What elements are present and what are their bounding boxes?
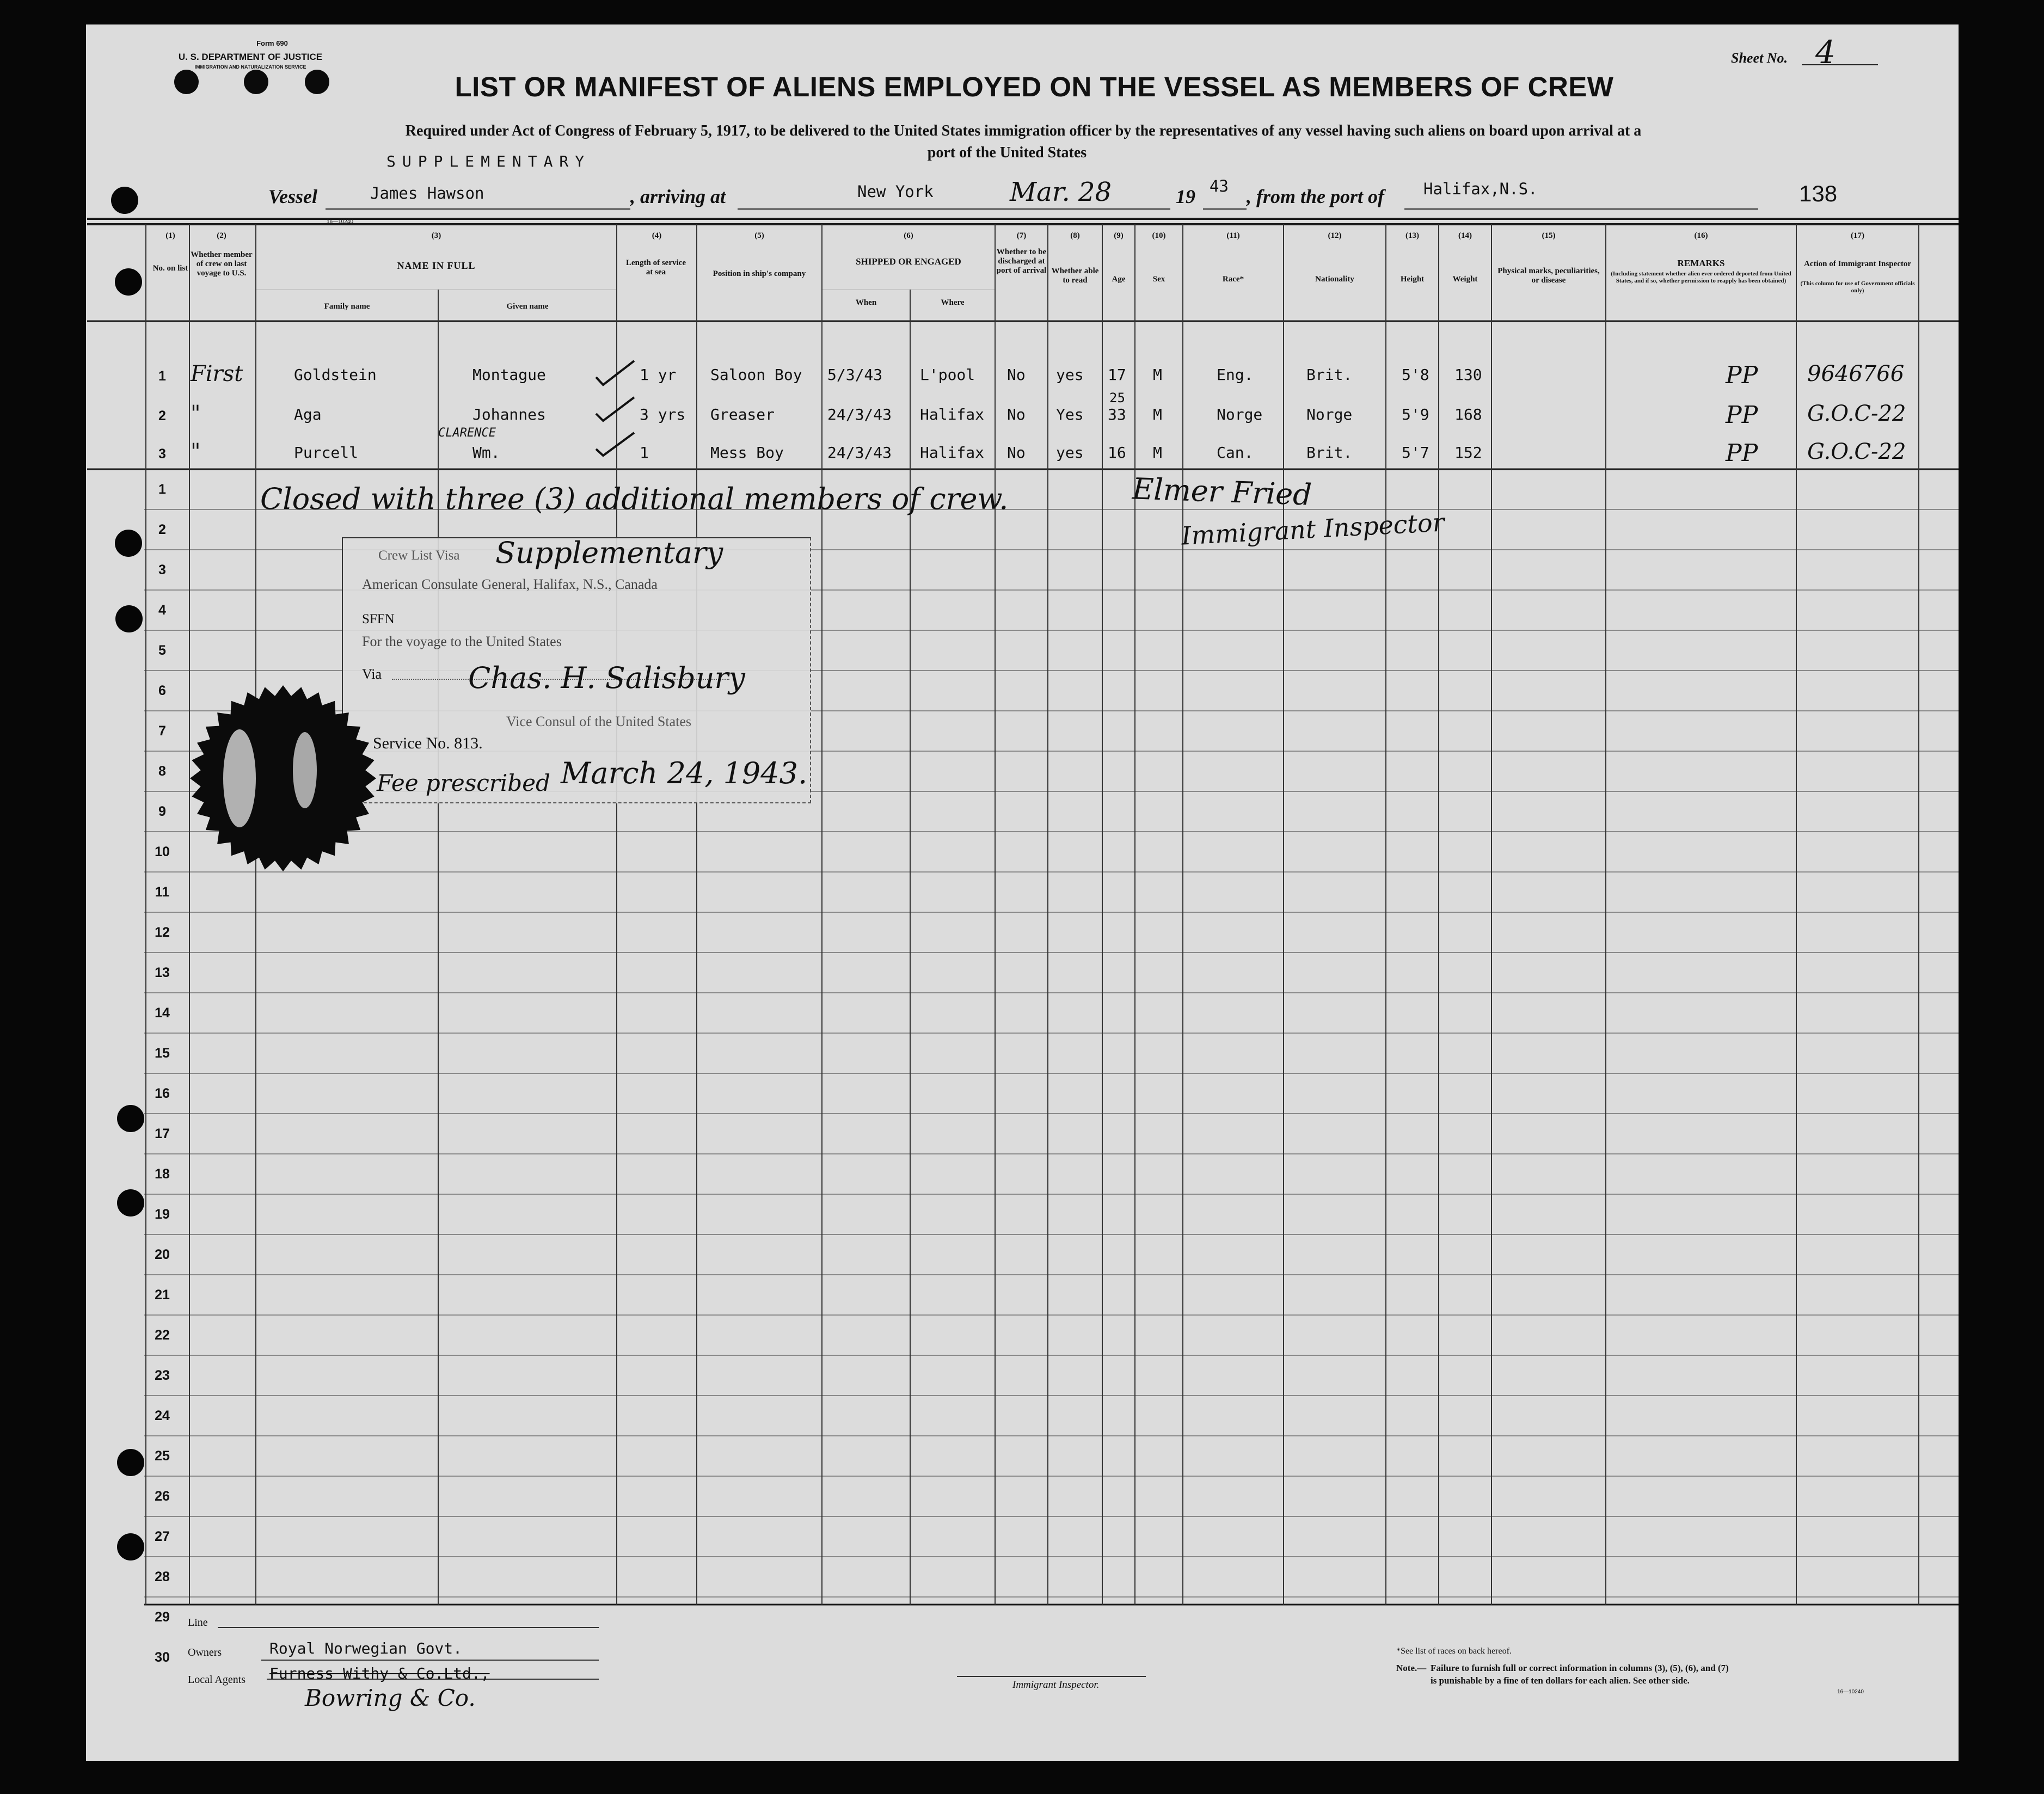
visa-fee: Fee prescribed [377, 770, 550, 796]
col-header-last-voyage: Whether member of crew on last voyage to U.S. [191, 250, 253, 278]
closed-note: Closed with three (3) additional members of crew. [260, 482, 1009, 516]
embossed-seal [177, 678, 389, 879]
col-header-no: No. on list [152, 264, 188, 273]
col-num-5: (5) [754, 231, 764, 240]
line-label: Line [188, 1617, 208, 1629]
supplementary-label: SUPPLEMENTARY [386, 152, 591, 170]
crew-row-number: 1 [158, 368, 166, 384]
visa-date: March 24, 1943. [561, 756, 808, 790]
cell-position: Mess Boy [710, 444, 784, 462]
cell-discharged: No [1007, 366, 1026, 384]
row-number: 21 [155, 1287, 170, 1303]
cell-when: 5/3/43 [827, 366, 883, 384]
agents-value: Furness Withy & Co.Ltd., [269, 1664, 490, 1682]
cell-remarks: PP [1726, 401, 1758, 429]
row-number: 16 [155, 1086, 170, 1101]
cell-race: Can. [1217, 444, 1254, 462]
row-number: 8 [158, 764, 166, 779]
cell-last-voyage: " [191, 439, 201, 464]
col-header-when: When [855, 298, 877, 307]
col-num-9: (9) [1114, 231, 1124, 240]
row-number: 14 [155, 1005, 170, 1021]
cell-height: 5'7 [1402, 444, 1429, 462]
col-num-3: (3) [431, 231, 441, 240]
cell-height: 5'8 [1402, 366, 1429, 384]
visa-service-no: Service No. 813. [373, 734, 483, 752]
row-number: 13 [155, 965, 170, 980]
row-number: 2 [158, 522, 166, 537]
col-num-8: (8) [1070, 231, 1080, 240]
cell-action: G.O.C-22 [1807, 401, 1906, 426]
col-num-10: (10) [1152, 231, 1166, 240]
row-number: 1 [158, 482, 166, 497]
col-num-1: (1) [165, 231, 175, 240]
cell-given: Wm. [472, 444, 500, 462]
cell-position: Saloon Boy [710, 366, 802, 384]
col-header-race: Race* [1222, 275, 1244, 284]
department-name: U. S. DEPARTMENT OF JUSTICE [178, 52, 323, 62]
vessel-label: Vessel [268, 186, 317, 207]
row-number: 18 [155, 1166, 170, 1182]
cell-remarks: PP [1726, 439, 1758, 467]
print-code-top: 16—10240 [327, 219, 353, 225]
arriving-port: New York [857, 182, 934, 201]
cell-weight: 152 [1454, 444, 1482, 462]
col-header-discharged: Whether to be discharged at port of arrival [996, 248, 1047, 275]
col-header-action-note: (This column for use of Government officials only) [1800, 280, 1915, 294]
cell-nationality: Brit. [1306, 366, 1353, 384]
from-port: Halifax,N.S. [1423, 180, 1538, 198]
inspector-title-handwritten: Immigrant Inspector [1180, 507, 1445, 551]
page-number: 138 [1799, 181, 1838, 206]
col-num-4: (4) [652, 231, 662, 240]
row-number: 7 [158, 723, 166, 739]
row-number: 25 [155, 1448, 170, 1464]
col-header-physical: Physical marks, peculiarities, or disease [1497, 267, 1600, 285]
visa-sffn: SFFN [362, 612, 395, 626]
col-num-7: (7) [1016, 231, 1027, 240]
col-header-action: Action of Immigrant Inspector [1803, 260, 1912, 268]
owners-label: Owners [188, 1646, 222, 1658]
visa-label: Crew List Visa [378, 548, 460, 563]
row-number: 24 [155, 1408, 170, 1423]
row-number: 6 [158, 683, 166, 698]
vessel-name: James Hawson [370, 184, 484, 202]
col-num-14: (14) [1458, 231, 1472, 240]
cell-read: Yes [1056, 406, 1084, 423]
visa-stamp [342, 537, 811, 803]
service-name: IMMIGRATION AND NATURALIZATION SERVICE [194, 64, 306, 70]
cell-nationality: Brit. [1306, 444, 1353, 462]
crew-row-number: 3 [158, 446, 166, 462]
cell-given: Johannes [472, 406, 546, 423]
col-header-position: Position in ship's company [713, 269, 806, 278]
cell-last-voyage: First [191, 361, 243, 386]
row-number: 4 [158, 603, 166, 618]
col-header-age: Age [1112, 275, 1126, 284]
col-header-name: NAME IN FULL [397, 260, 476, 271]
note-text-2: is punishable by a fine of ten dollars for each alien. See other side. [1431, 1675, 1690, 1686]
col-header-where: Where [941, 298, 965, 307]
row-number: 17 [155, 1126, 170, 1141]
col-header-height: Height [1400, 275, 1425, 284]
col-header-given: Given name [506, 302, 549, 311]
row-number: 27 [155, 1529, 170, 1544]
cell-race: Norge [1217, 406, 1263, 423]
sheet-label: Sheet No. [1731, 50, 1788, 66]
cell-service: 1 yr [640, 366, 677, 384]
cell-action: 9646766 [1807, 361, 1905, 386]
cell-discharged: No [1007, 406, 1026, 423]
cell-sex: M [1153, 406, 1162, 423]
page-title: LIST OR MANIFEST OF ALIENS EMPLOYED ON THE VESSEL AS MEMBERS OF CREW [455, 71, 1614, 102]
row-number: 26 [155, 1489, 170, 1504]
from-port-label: , from the port of [1247, 186, 1385, 207]
cell-when: 24/3/43 [827, 406, 892, 423]
subtitle-line-2: port of the United States [927, 144, 1087, 161]
cell-where: Halifax [920, 444, 985, 462]
agents-label: Local Agents [188, 1674, 246, 1686]
row-number: 5 [158, 643, 166, 658]
cell-where: Halifax [920, 406, 985, 423]
cell-age: 33 [1108, 406, 1126, 423]
col-header-remarks-note: (Including statement whether alien ever ordered deported from United States, and if so, whether permission to reapply has been obtained) [1611, 271, 1791, 284]
col-num-13: (13) [1405, 231, 1419, 240]
col-header-shipped: SHIPPED OR ENGAGED [856, 256, 961, 267]
col-num-16: (16) [1694, 231, 1708, 240]
cell-remarks: PP [1726, 361, 1758, 389]
col-header-weight: Weight [1452, 275, 1478, 284]
cell-weight: 168 [1454, 406, 1482, 423]
row-number: 29 [155, 1609, 170, 1625]
col-num-15: (15) [1542, 231, 1556, 240]
visa-consulate: American Consulate General, Halifax, N.S., Canada [362, 576, 658, 592]
cell-discharged: No [1007, 444, 1026, 462]
sheet-number: 4 [1815, 34, 1836, 71]
race-note: *See list of races on back hereof. [1396, 1646, 1512, 1656]
year-prefix: 19 [1176, 186, 1195, 207]
visa-via: Via [362, 666, 382, 682]
col-header-remarks: REMARKS [1677, 258, 1725, 268]
print-code-bottom: 16—10240 [1837, 1689, 1864, 1695]
col-num-6: (6) [904, 231, 913, 240]
cell-service: 3 yrs [640, 406, 686, 423]
subtitle-line-1: Required under Act of Congress of February 5, 1917, to be delivered to the United States immigration officer by the representatives of any vessel having such aliens on board upon arrival at a [405, 122, 1642, 139]
cell-given-note: CLARENCE [438, 426, 496, 440]
col-num-2: (2) [217, 231, 226, 240]
arrival-date: Mar. 28 [1010, 177, 1112, 207]
cell-last-voyage: " [191, 401, 201, 426]
cell-read: yes [1056, 444, 1084, 462]
owners-value: Royal Norwegian Govt. [269, 1639, 463, 1657]
cell-action: G.O.C-22 [1807, 439, 1906, 464]
row-number: 22 [155, 1328, 170, 1343]
inspector-caption: Immigrant Inspector. [1012, 1679, 1100, 1691]
crew-row-number: 2 [158, 408, 166, 423]
visa-signature: Chas. H. Salisbury [468, 661, 745, 695]
cell-family: Goldstein [294, 366, 377, 384]
cell-sex: M [1153, 366, 1162, 384]
note-text-1: Failure to furnish full or correct information in columns (3), (5), (6), and (7) [1431, 1663, 1729, 1673]
col-header-family: Family name [324, 302, 370, 311]
cell-where: L'pool [920, 366, 975, 384]
visa-vice-consul: Vice Consul of the United States [506, 714, 691, 729]
row-number: 30 [155, 1650, 170, 1665]
cell-position: Greaser [710, 406, 775, 423]
row-number: 12 [155, 925, 170, 940]
cell-when: 24/3/43 [827, 444, 892, 462]
col-num-11: (11) [1226, 231, 1240, 240]
col-header-nationality: Nationality [1315, 275, 1354, 284]
inspector-signature: Elmer Fried [1132, 471, 1312, 512]
cell-sex: M [1153, 444, 1162, 462]
row-number: 19 [155, 1207, 170, 1222]
cell-service: 1 [640, 444, 649, 462]
cell-height: 5'9 [1402, 406, 1429, 423]
note-label: Note.— [1396, 1663, 1427, 1673]
col-header-sex: Sex [1152, 275, 1165, 284]
row-number: 9 [158, 804, 166, 819]
cell-nationality: Norge [1306, 406, 1353, 423]
row-number: 3 [158, 562, 166, 577]
row-number: 10 [155, 844, 170, 859]
cell-age: 16 [1108, 444, 1126, 462]
row-number: 15 [155, 1046, 170, 1061]
cell-age: 17 [1108, 366, 1126, 384]
visa-handwritten: Supplementary [495, 536, 723, 570]
checkmarks [593, 357, 642, 465]
cell-family: Aga [294, 406, 322, 423]
col-num-17: (17) [1851, 231, 1864, 240]
cell-age-note: 25 [1109, 390, 1125, 406]
cell-read: yes [1056, 366, 1084, 384]
cell-family: Purcell [294, 444, 359, 462]
col-header-read: Whether able to read [1051, 267, 1099, 285]
cell-weight: 130 [1454, 366, 1482, 384]
row-number: 20 [155, 1247, 170, 1262]
visa-voyage: For the voyage to the United States [362, 634, 562, 649]
row-number: 11 [155, 884, 170, 900]
col-num-12: (12) [1328, 231, 1342, 240]
row-number: 28 [155, 1569, 170, 1584]
cell-given: Montague [472, 366, 546, 384]
cell-race: Eng. [1217, 366, 1254, 384]
agents-handwritten: Bowring & Co. [305, 1685, 476, 1711]
col-header-service: Length of service at sea [626, 259, 686, 277]
form-number: Form 690 [256, 39, 288, 47]
arriving-label: , arriving at [630, 186, 726, 207]
year-suffix: 43 [1210, 177, 1229, 195]
row-number: 23 [155, 1368, 170, 1383]
